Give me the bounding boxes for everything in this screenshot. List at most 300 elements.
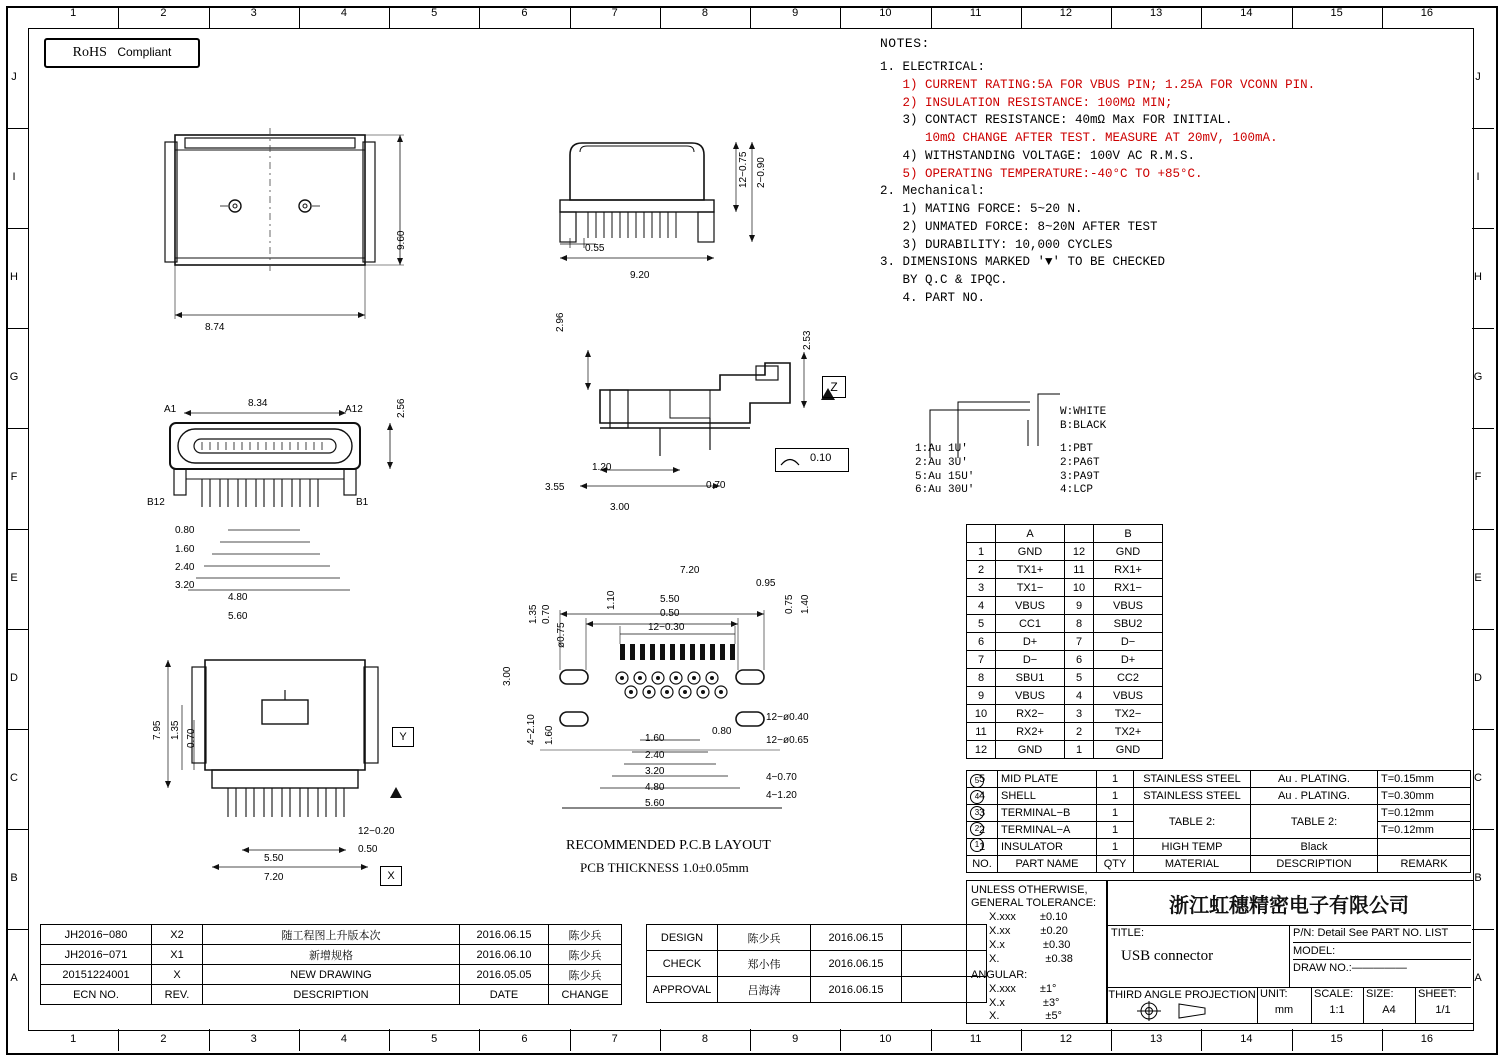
dim-side-300: 3.00 — [610, 502, 630, 513]
zone-tick — [931, 1029, 932, 1051]
dim-bottom-050: 0.50 — [358, 844, 378, 855]
parts-cell: Black — [1251, 839, 1378, 856]
pin-cell: 9 — [1065, 597, 1094, 615]
rev-cell: 新增规格 — [203, 945, 460, 965]
zone-tick — [1382, 1029, 1383, 1051]
table-row — [967, 723, 1163, 741]
tolerance-ang-val: ±1° — [1039, 982, 1057, 995]
pin-cell: VBUS — [996, 687, 1065, 705]
zone-column-9: 9 — [792, 1033, 799, 1045]
pcb-dim-320: 3.20 — [645, 766, 665, 777]
pin-cell: 7 — [1065, 633, 1094, 651]
zone-tick — [389, 6, 390, 28]
pcb-dim-160: 1.60 — [645, 733, 665, 744]
pin-cell: GND — [1094, 543, 1163, 561]
parts-th-description: DESCRIPTION — [1251, 856, 1378, 873]
note-line: 3) DURABILITY: 10,000 CYCLES — [880, 237, 1113, 252]
table-row — [967, 839, 1471, 856]
size-value: A4 — [1382, 1003, 1396, 1016]
dim-rear-055: 0.55 — [585, 243, 605, 254]
parts-cell: T=0.15mm — [1378, 771, 1471, 788]
dim-side-120: 1.20 — [592, 462, 612, 473]
pin-cell: RX1+ — [1094, 561, 1163, 579]
zone-tick — [931, 6, 932, 28]
tolerance-val: ±0.10 — [1039, 911, 1068, 924]
pin-cell: 12 — [967, 741, 996, 759]
item-circle-5: 5 — [970, 774, 984, 788]
parts-cell: TABLE 2: — [1251, 805, 1378, 839]
pcb-dim-240: 2.40 — [645, 750, 665, 761]
rev-cell: 2016.06.15 — [460, 925, 549, 945]
rohs-badge — [44, 38, 200, 68]
legend-plating — [915, 443, 974, 498]
tolerance-key: X.xxx — [989, 911, 1016, 924]
pin-cell: CC2 — [1094, 669, 1163, 687]
zone-tick — [1111, 1029, 1112, 1051]
zone-row-A: A — [10, 971, 18, 984]
zone-tick — [299, 1029, 300, 1051]
note-line: 2. Mechanical: — [880, 184, 986, 199]
tolerance-ang-val: ±5° — [1045, 1010, 1062, 1023]
rohs-sub-label: Compliant — [117, 45, 172, 59]
zone-row-C: C — [1474, 771, 1482, 784]
pcb-dim-300: 3.00 — [502, 666, 513, 686]
zone-tick — [389, 1029, 390, 1051]
pcb-dim-110: 1.10 — [606, 590, 617, 610]
dim-front-834: 8.34 — [248, 398, 268, 409]
table-row — [967, 771, 1471, 788]
zone-column-15: 15 — [1330, 7, 1343, 19]
projection-label: THIRD ANGLE PROJECTION — [1108, 989, 1256, 1001]
revision-table — [40, 924, 622, 1005]
zone-row-G: G — [1473, 371, 1483, 384]
zone-tick — [6, 328, 28, 329]
rev-cell: 陈少兵 — [549, 965, 622, 985]
zone-tick — [1021, 1029, 1022, 1051]
zone-row-B: B — [1474, 871, 1482, 884]
zone-row-D: D — [10, 671, 18, 684]
zone-row-H: H — [10, 271, 18, 284]
zone-tick — [1292, 1029, 1293, 1051]
parts-cell: T=0.12mm — [1378, 805, 1471, 822]
rev-cell: 2016.05.05 — [460, 965, 549, 985]
table-row — [967, 597, 1163, 615]
title-block — [1106, 880, 1474, 1024]
item-circle-1: 1 — [970, 838, 984, 852]
dim-front-160: 1.60 — [175, 544, 195, 555]
legend-color-item: B:BLACK — [1060, 419, 1107, 432]
zone-column-2: 2 — [160, 1033, 167, 1045]
table-row — [967, 805, 1471, 822]
side-view-drawing — [560, 330, 860, 520]
note-line: 1. ELECTRICAL: — [880, 60, 986, 74]
pin-cell: 7 — [967, 651, 996, 669]
table-row — [967, 543, 1163, 561]
legend-plating-item: 2:Au 3U' — [915, 456, 968, 469]
notes-header: NOTES: — [880, 36, 930, 51]
legend-material — [1060, 443, 1100, 498]
pin-cell: VBUS — [1094, 687, 1163, 705]
label-B12: B12 — [147, 497, 165, 508]
note-line: 3) CONTACT RESISTANCE: 40mΩ Max FOR INITIAL. — [880, 113, 1233, 128]
parts-cell: STAINLESS STEEL — [1134, 788, 1251, 805]
zone-column-8: 8 — [701, 7, 708, 19]
zone-row-F: F — [10, 471, 18, 484]
zone-column-10: 10 — [879, 1033, 892, 1045]
pin-cell: CC1 — [996, 615, 1065, 633]
zone-tick — [840, 6, 841, 28]
pin-cell: GND — [996, 543, 1065, 561]
title-value: USB connector — [1121, 947, 1214, 964]
zone-column-1: 1 — [70, 7, 77, 19]
zone-tick — [6, 128, 28, 129]
legend-plating-item: 6:Au 30U' — [915, 484, 975, 497]
rev-cell: 陈少兵 — [549, 945, 622, 965]
rev-cell: 随工程图上升版本次 — [203, 925, 460, 945]
parts-th-no: NO. — [967, 856, 998, 873]
zone-column-6: 6 — [521, 7, 528, 19]
zone-tick — [6, 829, 28, 830]
tolerance-val: ±0.38 — [1045, 952, 1073, 965]
legend-material-item: 1:PBT — [1060, 443, 1094, 455]
zone-tick — [660, 1029, 661, 1051]
pin-cell: 1 — [1065, 741, 1094, 759]
table-row — [647, 951, 987, 977]
table-row — [41, 925, 622, 945]
zone-tick — [6, 228, 28, 229]
table-row — [41, 945, 622, 965]
zone-row-E: E — [1474, 571, 1482, 584]
datum-x-box: X — [380, 866, 402, 886]
dim-bottom-12-020: 12−0.20 — [358, 826, 395, 837]
dim-side-070: 0.70 — [706, 480, 726, 491]
table-row — [967, 741, 1163, 759]
zone-tick — [1472, 529, 1494, 530]
parts-cell: Au . PLATING. — [1251, 771, 1378, 788]
legend-color — [1060, 406, 1106, 434]
parts-cell: 1 — [1097, 839, 1134, 856]
parts-cell: Au . PLATING. — [1251, 788, 1378, 805]
pcb-layout-title: RECOMMENDED P.C.B LAYOUT — [566, 838, 771, 853]
dim-bottom-070: 0.70 — [186, 728, 197, 748]
pcb-dim-4-070: 4−0.70 — [766, 772, 797, 783]
pin-cell: D− — [996, 651, 1065, 669]
item-circle-4: 4 — [970, 790, 984, 804]
zone-column-5: 5 — [431, 1033, 438, 1045]
dim-rear-2-090: 2−0.90 — [756, 157, 767, 188]
label-A12: A12 — [345, 404, 363, 415]
parts-th-material: MATERIAL — [1134, 856, 1251, 873]
pcb-dim-135: 1.35 — [528, 604, 539, 624]
pin-th-a: A — [996, 525, 1065, 543]
zone-column-6: 6 — [521, 1033, 528, 1045]
datum-y-box: Y — [392, 727, 414, 747]
pin-cell: 11 — [967, 723, 996, 741]
pin-th-b: B — [1094, 525, 1163, 543]
zone-tick — [6, 529, 28, 530]
approval-blank — [902, 977, 987, 1003]
pcb-dim-160v: 1.60 — [544, 725, 555, 745]
parts-cell: TABLE 2: — [1134, 805, 1251, 839]
parts-cell: 5 — [967, 771, 998, 788]
rev-cell: X1 — [152, 945, 203, 965]
zone-tick — [1201, 6, 1202, 28]
pin-cell: 8 — [967, 669, 996, 687]
zone-column-4: 4 — [340, 7, 347, 19]
table-row — [967, 705, 1163, 723]
parts-cell: INSULATOR — [998, 839, 1097, 856]
pin-cell: 3 — [1065, 705, 1094, 723]
zone-column-3: 3 — [250, 7, 257, 19]
zone-tick — [1472, 729, 1494, 730]
zone-tick — [750, 6, 751, 28]
zone-tick — [1472, 128, 1494, 129]
zone-tick — [570, 6, 571, 28]
parts-cell: 3 — [967, 805, 998, 822]
zone-column-4: 4 — [340, 1033, 347, 1045]
tolerance-val: ±0.20 — [1040, 925, 1068, 938]
tolerance-key: X.xx — [989, 925, 1011, 938]
rev-cell: JH2016−071 — [41, 945, 152, 965]
parts-cell: 2 — [967, 822, 998, 839]
tolerance-val: ±0.30 — [1042, 938, 1071, 951]
parts-th-remark: REMARK — [1378, 856, 1471, 873]
label-A1: A1 — [164, 404, 177, 415]
pin-cell: 6 — [1065, 651, 1094, 669]
legend-material-item: 3:PA9T — [1060, 470, 1100, 483]
zone-tick — [1111, 6, 1112, 28]
approval-date: 2016.06.15 — [811, 951, 902, 977]
pin-cell: GND — [996, 741, 1065, 759]
rev-th-change: CHANGE — [549, 985, 622, 1005]
dim-top-960: 9.60 — [396, 230, 407, 250]
pin-cell: SBU2 — [1094, 615, 1163, 633]
zone-column-5: 5 — [431, 7, 438, 19]
pcb-dim-075r: 0.75 — [784, 594, 795, 614]
dim-side-296: 2.96 — [555, 312, 566, 332]
pin-cell: 6 — [967, 633, 996, 651]
parts-cell: SHELL — [998, 788, 1097, 805]
zone-tick — [1021, 6, 1022, 28]
tolerance-title-1: UNLESS OTHERWISE, — [971, 884, 1088, 896]
zone-row-J: J — [11, 71, 17, 84]
pin-th-blank1 — [967, 525, 996, 543]
approval-name: 吕海涛 — [718, 977, 811, 1003]
rear-view-drawing — [540, 120, 790, 280]
note-line: 4) WITHSTANDING VOLTAGE: 100V AC R.M.S. — [880, 148, 1196, 163]
pin-cell: RX1− — [1094, 579, 1163, 597]
dim-front-480: 4.80 — [228, 592, 248, 603]
note-line: 1) MATING FORCE: 5~20 N. — [880, 202, 1083, 216]
table-header-row — [41, 985, 622, 1005]
table-row — [967, 633, 1163, 651]
note-line: 5) OPERATING TEMPERATURE:-40°C TO +85°C. — [880, 166, 1203, 181]
tolerance-key: X.x — [989, 938, 1005, 951]
approval-role: CHECK — [647, 951, 718, 977]
note-line: 1) CURRENT RATING:5A FOR VBUS PIN; 1.25A FOR VCONN PIN. — [880, 77, 1316, 92]
label-B1: B1 — [356, 497, 369, 508]
zone-column-8: 8 — [701, 1033, 708, 1045]
scale-value: 1:1 — [1329, 1003, 1345, 1016]
pin-cell: 4 — [1065, 687, 1094, 705]
zone-tick — [1201, 1029, 1202, 1051]
parts-th-name: PART NAME — [998, 856, 1097, 873]
zone-tick — [209, 1029, 210, 1051]
rev-cell: 20151224001 — [41, 965, 152, 985]
zone-column-12: 12 — [1059, 1033, 1072, 1045]
tolerance-ang-key: X.x — [989, 996, 1005, 1009]
zone-tick — [1472, 629, 1494, 630]
pcb-dim-720: 7.20 — [680, 565, 700, 576]
parts-cell: STAINLESS STEEL — [1134, 771, 1251, 788]
dim-rear-12-075: 12−0.75 — [738, 151, 749, 188]
pin-cell: 10 — [967, 705, 996, 723]
approval-table — [646, 924, 987, 1003]
parts-cell — [1378, 839, 1471, 856]
dim-top-874: 8.74 — [205, 322, 225, 333]
sheet-label: SHEET: — [1418, 988, 1457, 1000]
zone-tick — [118, 1029, 119, 1051]
zone-row-F: F — [1474, 471, 1482, 484]
table-row — [967, 687, 1163, 705]
pcb-dim-080: 0.80 — [712, 726, 732, 737]
item-circle-2: 2 — [970, 822, 984, 836]
pin-cell: 1 — [967, 543, 996, 561]
zone-column-16: 16 — [1420, 7, 1433, 19]
pin-cell: TX1+ — [996, 561, 1065, 579]
note-line: 2) INSULATION RESISTANCE: 100MΩ MIN; — [880, 95, 1173, 110]
bottom-view-drawing — [150, 645, 450, 875]
pin-cell: 5 — [1065, 669, 1094, 687]
table-header-row — [967, 856, 1471, 873]
zone-column-7: 7 — [611, 7, 618, 19]
rev-cell: X2 — [152, 925, 203, 945]
approval-date: 2016.06.15 — [811, 977, 902, 1003]
pin-cell: GND — [1094, 741, 1163, 759]
note-line: BY Q.C & IPQC. — [880, 273, 1008, 287]
pin-cell: 3 — [967, 579, 996, 597]
zone-tick — [479, 6, 480, 28]
zone-tick — [479, 1029, 480, 1051]
zone-row-B: B — [10, 871, 18, 884]
note-line: 4. PART NO. — [880, 290, 986, 305]
pin-cell: RX2− — [996, 705, 1065, 723]
dim-rear-920: 9.20 — [630, 270, 650, 281]
zone-tick — [6, 629, 28, 630]
pin-cell: SBU1 — [996, 669, 1065, 687]
note-line: 2) UNMATED FORCE: 8~20N AFTER TEST — [880, 219, 1158, 234]
zone-tick — [1472, 228, 1494, 229]
pin-cell: 2 — [967, 561, 996, 579]
zone-row-G: G — [9, 371, 19, 384]
pin-cell: TX1− — [996, 579, 1065, 597]
pin-cell: D+ — [996, 633, 1065, 651]
table-row — [967, 561, 1163, 579]
zone-column-7: 7 — [611, 1033, 618, 1045]
third-angle-projection-icon — [1135, 1001, 1231, 1021]
approval-role: APPROVAL — [647, 977, 718, 1003]
zone-tick — [1472, 428, 1494, 429]
table-row — [967, 579, 1163, 597]
approval-name: 郑小伟 — [718, 951, 811, 977]
approval-role: DESIGN — [647, 925, 718, 951]
zone-tick — [299, 6, 300, 28]
pin-cell: 12 — [1065, 543, 1094, 561]
flatness-value: 0.10 — [810, 452, 832, 464]
parts-th-qty: QTY — [1097, 856, 1134, 873]
pin-cell: VBUS — [1094, 597, 1163, 615]
dim-side-355: 3.55 — [545, 482, 565, 493]
zone-row-I: I — [12, 171, 16, 184]
legend-material-item: 4:LCP — [1060, 484, 1094, 497]
table-row — [41, 965, 622, 985]
approval-blank — [902, 925, 987, 951]
table-header-row — [967, 525, 1163, 543]
dim-front-320: 3.20 — [175, 580, 195, 591]
table-row — [967, 651, 1163, 669]
rev-cell: JH2016−080 — [41, 925, 152, 945]
zone-row-D: D — [1474, 671, 1482, 684]
zone-row-I: I — [1476, 171, 1480, 184]
zone-column-3: 3 — [250, 1033, 257, 1045]
pcb-dim-12-d065: 12−ø0.65 — [766, 735, 809, 746]
tolerance-key: X. — [989, 952, 1000, 965]
approval-date: 2016.06.15 — [811, 925, 902, 951]
scale-label: SCALE: — [1314, 988, 1354, 1000]
tolerance-ang-key: X.xxx — [989, 982, 1016, 995]
zone-column-12: 12 — [1059, 7, 1072, 19]
pin-cell: TX2+ — [1094, 723, 1163, 741]
unit-value: mm — [1274, 1003, 1294, 1016]
parts-cell: 1 — [1097, 788, 1134, 805]
zone-tick — [1472, 929, 1494, 930]
parts-cell: 1 — [1097, 822, 1134, 839]
zone-row-J: J — [1475, 71, 1481, 84]
pin-cell: 5 — [967, 615, 996, 633]
zone-column-9: 9 — [792, 7, 799, 19]
pcb-dim-560: 5.60 — [645, 798, 665, 809]
zone-tick — [209, 6, 210, 28]
dim-side-253: 2.53 — [802, 330, 813, 350]
zone-row-H: H — [1474, 271, 1482, 284]
pcb-dim-070: 0.70 — [541, 604, 552, 624]
rohs-label: RoHS — [72, 45, 107, 60]
table-row — [967, 615, 1163, 633]
pin-cell: 4 — [967, 597, 996, 615]
notes-block — [880, 36, 1440, 308]
zone-column-13: 13 — [1150, 7, 1163, 19]
dim-bottom-795: 7.95 — [152, 720, 163, 740]
parts-cell: T=0.12mm — [1378, 822, 1471, 839]
company-name: 浙江虹穗精密电子有限公司 — [1169, 892, 1409, 917]
dim-front-080: 0.80 — [175, 525, 195, 536]
pin-cell: TX2− — [1094, 705, 1163, 723]
zone-row-C: C — [10, 771, 18, 784]
sheet-value: 1/1 — [1435, 1003, 1451, 1016]
tolerance-angular-title: ANGULAR: — [971, 969, 1028, 982]
zone-row-E: E — [10, 571, 18, 584]
item-circle-3: 3 — [970, 806, 984, 820]
parts-cell: TERMINAL−A — [998, 822, 1097, 839]
pin-cell: D+ — [1094, 651, 1163, 669]
pin-cell: 8 — [1065, 615, 1094, 633]
zone-column-1: 1 — [70, 1033, 77, 1045]
pin-cell: D− — [1094, 633, 1163, 651]
zone-tick — [840, 1029, 841, 1051]
parts-cell: HIGH TEMP — [1134, 839, 1251, 856]
zone-tick — [6, 729, 28, 730]
dim-front-256: 2.56 — [396, 398, 407, 418]
